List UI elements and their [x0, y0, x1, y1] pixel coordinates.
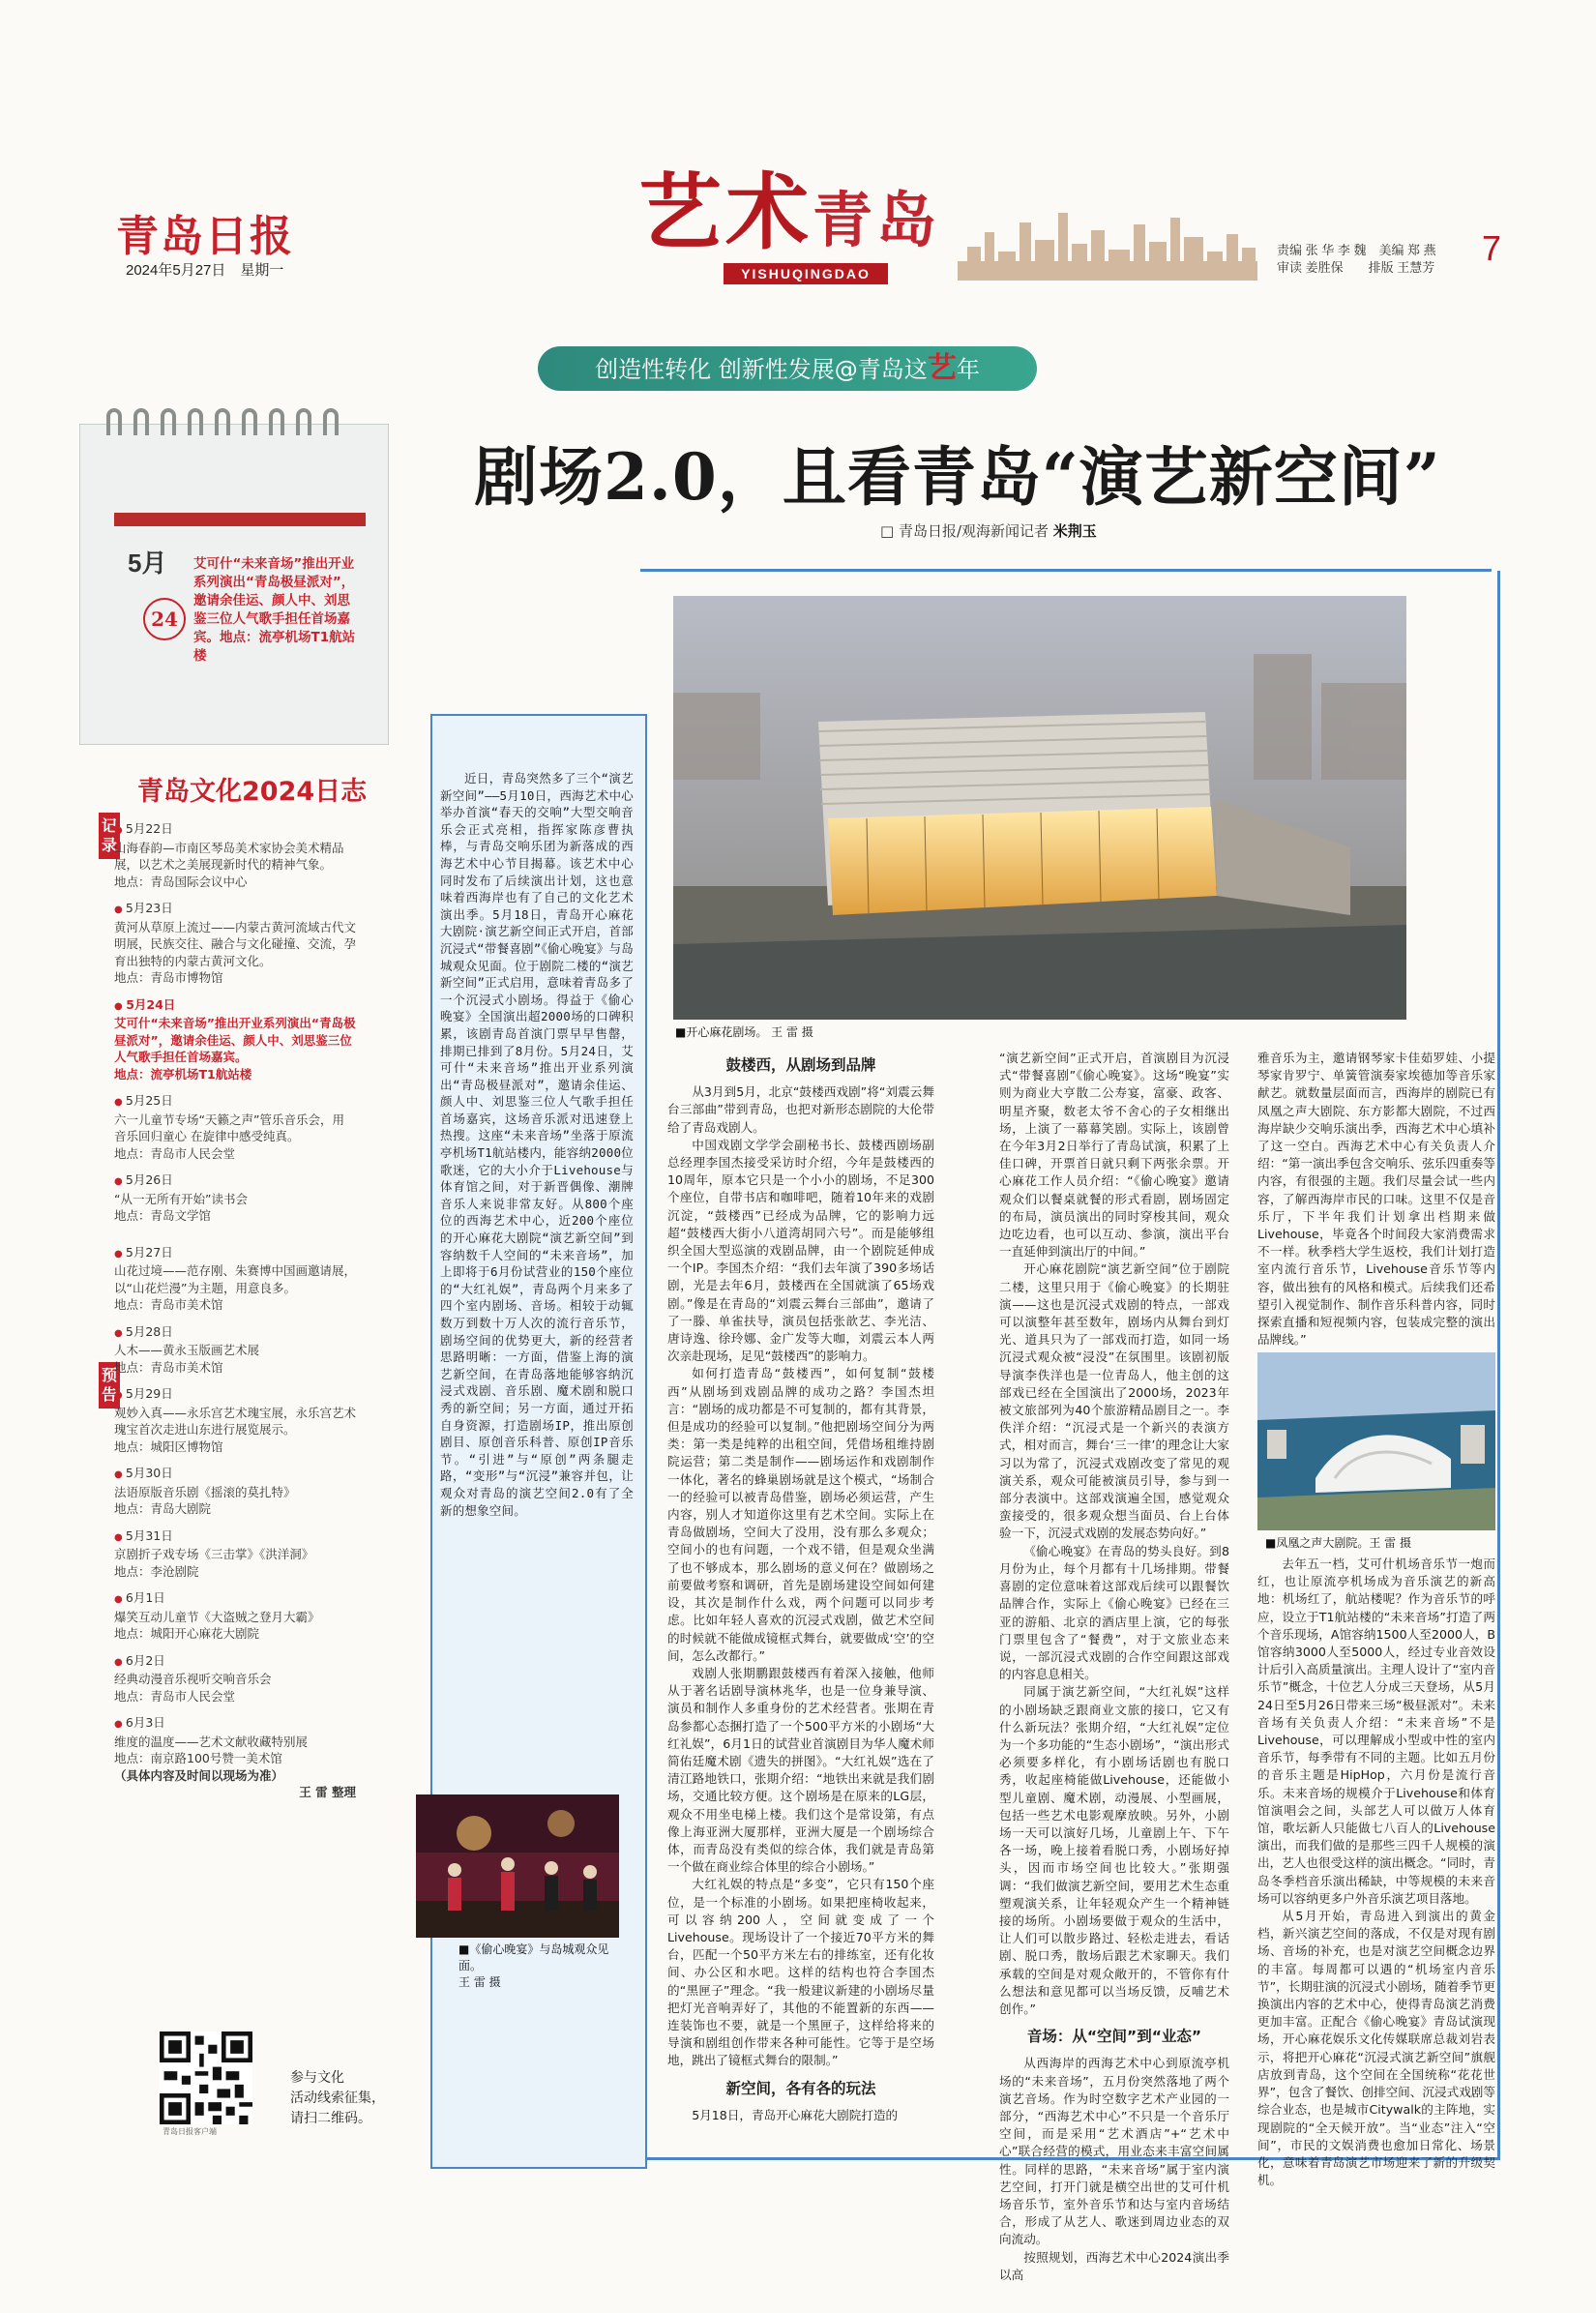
list-item: ● 5月30日 法语原版音乐剧《摇滚的莫扎特》 地点：青岛大剧院	[114, 1465, 356, 1518]
calendar-month: 5月	[128, 549, 167, 578]
main-photo-caption: ■ 开心麻花剧场。 王 雷 摄	[675, 1023, 813, 1040]
series-banner: 创造性转化 创新性发展@青岛这艺年	[538, 346, 1037, 391]
list-item: ● 5月31日 京剧折子戏专场《三击掌》《洪洋洞》 地点：李沧剧院	[114, 1527, 356, 1581]
calendar-rings-icon	[97, 406, 368, 445]
culture-log-title: 青岛文化2024日志	[137, 777, 368, 807]
list-item: ● 6月1日 爆笑互动儿童节《大盗贼之登月大霸》 地点：城阳开心麻花大剧院	[114, 1589, 356, 1643]
qr-prompt: 参与文化 活动线索征集， 请扫二维码。	[290, 2070, 385, 2126]
article-column-3-top: 雅音乐为主，邀请钢琴家卡佳茹罗娃、小提琴家肯罗宁、单簧管演奏家埃德加等音乐家献艺。就数量层面而言，西海岸的剧院已有凤凰之声大剧院、东方影都大剧院，不过西海岸缺少交响乐演出季，西海艺术中心填补了这一空白。西海艺术中心有关负责人介绍：“第一演出季包含交响乐、弦乐四重奏等内容，有很强的主题。我们尽量会试一些内容，了解西海岸市民的口味。这里不仅是音乐厅，下半年我们计划拿出档期来做Livehouse，毕竟各个时间段大家消费需求不一样。秋季档大学生返校，我们计划打造室内流行音乐节，Livehouse音乐节等内容，做出独有的风格和模式。后续我们还希望引入视觉制作、制作音乐科普内容，同时探索直播和短视频内容，包装成完整的演出品牌线。”	[1257, 1051, 1495, 1348]
subheading-gulouxi: 鼓楼西，从剧场到品牌	[725, 1056, 876, 1074]
headline: 剧场2.0，且看青岛“演艺新空间”	[474, 439, 1441, 515]
subheading-new-space: 新空间，各有各的玩法	[725, 2079, 876, 2097]
city-skyline-illustration	[958, 203, 1257, 281]
theater-photo	[673, 596, 1406, 1020]
art-center-photo	[1257, 1352, 1495, 1530]
section-pinyin: YISHUQINGDAO	[724, 263, 888, 284]
newspaper-logo: 青岛日报	[116, 212, 294, 261]
stage-photo	[416, 1794, 619, 1938]
list-item: ● 5月22日 山海春韵—市南区琴岛美术家协会美术精品展，以艺术之美展现新时代的精神气象。 地点：青岛国际会议中心	[114, 820, 356, 890]
calendar-event-text: 艾可什“未来音场”推出开业系列演出“青岛极昼派对”，邀请余佳运、颜人中、刘思鉴三位人气歌手担任首场嘉宾。地点：流亭机场T1航站楼	[193, 556, 356, 664]
stage-photo-caption: ■ 《偷心晚宴》与岛城观众见面。 王 雷 摄	[458, 1941, 623, 1990]
issue-date: 2024年5月27日 星期一	[126, 262, 284, 279]
byline: □ 青岛日报/观海新闻记者 米荆玉	[880, 522, 1097, 540]
list-item: ● 5月28日 人木——黄永玉版画艺术展 地点：青岛市美术馆	[114, 1323, 356, 1377]
record-tag: 记录	[99, 813, 120, 859]
list-item: ● 5月26日 “从一无所有开始”读书会 地点：青岛文学馆	[114, 1171, 356, 1225]
section-title: 艺术青岛	[638, 163, 941, 261]
preview-tag: 预告	[99, 1362, 120, 1409]
calendar-day-circle: 24	[143, 598, 186, 640]
list-item: ● 6月2日 经典动漫音乐视听交响音乐会 地点：青岛市人民会堂	[114, 1652, 356, 1705]
qr-caption: 青岛日报客户端	[163, 2127, 217, 2136]
art-photo-caption: ■ 凤凰之声大剧院。王 雷 摄	[1265, 1534, 1411, 1551]
list-item: ● 5月29日 观妙入真——永乐宫艺术瑰宝展，永乐宫艺术瑰宝首次走进山东进行展览展示。 地点：城阳区博物馆	[114, 1385, 356, 1455]
list-item-highlight: ● 5月24日 艾可什“未来音场”推出开业系列演出“青岛极昼派对”，邀请余佳运、颜人中、刘思鉴三位人气歌手担任首场嘉宾。 地点：流亭机场T1航站楼	[114, 996, 356, 1083]
culture-log-list	[114, 820, 356, 1811]
article-column-1: 鼓楼西，从剧场到品牌 从3月到5月，北京“鼓楼西戏剧”将“刘震云舞台三部曲”带到青岛，也把对新形态剧院的大伦带给了青岛戏剧人。 中国戏剧文学学会副秘书长、鼓楼西剧场副总经理李国杰接受采访时介绍，今年是鼓楼西的10周年，原本它只是一个小小的剧场，不足300个座位，自带书店和咖啡吧，随着10年来的戏剧沉淀，“鼓楼西”已经成为品牌，它的影响力远超“鼓楼西大街小八道湾胡同六号”。而是能够组织全国大型巡演的戏剧品牌，由一个剧院延伸成一个IP。李国杰介绍：“我们去年演了390多场话剧，光是去年6月，鼓楼西在全国就演了65场戏剧。”像是在青岛的“刘震云舞台三部曲”，邀请了了一滕、单雀扶导，演员包括张歆艺、李光洁、唐诗逸、徐玲娜、金广发等大咖，刘震云本人两次亲赴现场，足见“鼓楼西”的影响力。 如何打造青岛“鼓楼西”，如何复制“鼓楼西”从剧场到戏剧品牌的成功之路？李国杰坦言：“剧场的成功都是不可复制的，都有其背景，但是成功的经验可以复制。”他把剧场空间分为两类：第一类是纯粹的出租空间，凭借场租维持剧院运营；第二类是制作——剧场运作和戏剧制作一体化，著名的蜂巢剧场就是这个模式，“场制合一的经验可以被青岛借鉴，剧场必须运营，产生内容，别人才知道你这里有艺术空间。实际上在青岛做剧场，空间大了没用，没有那么多观众；空间小的也有问题，一个戏不错，但是观众坐满了也不够成本，那么剧场的意义何在？做剧场之前要做考察和调研，首先是剧场建设空间如何建设，其次是制作什么戏，两个问题可以同步考虑。比如年轻人喜欢的沉浸式戏剧，做艺术空间的时候就不能做成镜框式舞台，就要做成‘空’的空间，怎么改都行。” 戏剧人张期鹏跟鼓楼西有着深入接触，他师从于著名话剧导演林兆华，也是一位身兼导演、演员和制作人多重身份的艺术经营者。张期在青岛参都心态捆打造了一个500平方米的小剧场“大红礼娱”，6月1日的试营业首演剧目为华人魔术师简佑廷魔术剧《遗失的拼图》。“大红礼娱”选在了清江路地铁口，张期介绍：“地铁出来就是我们剧场，交通比较方便。这个剧场是在原来的LG层，观众不用坐电梯上楼。我们这个是常设第，有点像上海亚洲大厦那样，亚洲大厦是一个剧场综合体，而青岛没有类似的综合体，我们就是青岛第一个做在商业综合体里的综合小剧场。” 大红礼娱的特点是“多变”，它只有150个座位，是一个标准的小剧场。如果把座椅收起来，可以容纳200人，空间就变成了一个Livehouse。现场设计了一个接近70平方米的舞台，匹配一个50平方米左右的排练室，还有化妆间、办公区和水吧。这样的结构也符合李国杰的“黑匣子”理念。“我一般建议新建的小剧场尽量把灯光音响弄好了，其他的不能置新的东西——连装饰也不要，就是一个黑匣子，这样给将来的导演和剧组创作带来各种可能性。它等于是空场地，跳出了镜框式舞台的限制。” 新空间，各有各的玩法 5月18日，青岛开心麻花大剧院打造的	[667, 1056, 934, 2122]
list-item: ● 5月27日 山花过境——范存刚、朱赛博中国画邀请展，以“山花烂漫”为主题，用意良多。 地点：青岛市美术馆	[114, 1244, 356, 1314]
editor-credits: 责编 张 华 李 魏 美编 郑 燕 审读 姜胜保 排版 王慧芳	[1277, 243, 1436, 275]
sidebar-text: 近日，青岛突然多了三个“演艺新空间”——5月10日，西海艺术中心举办首演“春天的交响”大型交响音乐会正式亮相，指挥家陈彦曹执棒，与青岛交响乐团为新落成的西海艺术中心节目揭幕。该艺术中心同时发布了后续演出计划，这也意味着西海岸也有了自己的文化艺术演出季。5月18日，青岛开心麻花大剧院·演艺新空间正式开启，首部沉浸式“带餐喜剧”《偷心晚宴》与岛城观众见面。位于剧院二楼的“演艺新空间”正式启用，意味着青岛多了一个沉浸式小剧场。得益于《偷心晚宴》全国演出超2000场的口碑积累，该剧青岛首演门票早早售罄，排期已排到了8月份。5月24日，艾可什“未来音场”推出开业系列演出“青岛极昼派对”，邀请余佳运、颜人中、刘思鉴三位人气歌手担任首场嘉宾，这场音乐派对迅速登上热搜。这座“未来音场”坐落于原流亭机场T1航站楼内，能容纳2000位歌迷，它的大小介于Livehouse与体育馆之间，对于新晋偶像、潮牌音乐人来说非常友好。从800个座位的西海艺术中心，近200个座位的开心麻花大剧院“演艺新空间”到容纳数千人空间的“未来音场”，加上即将于6月份试营业的150个座位的“大红礼娱”，青岛两个月来多了四个室内剧场、音场。相较于动辄数万到数十万人次的流行音乐节，剧场空间的优势更大，新的经营者思路明晰：一方面，借鉴上海的演艺新空间，在青岛落地能够容纳沉浸式戏剧、音乐剧、魔术剧和脱口秀的新空间；另一方面，通过开拓自身资源，打造剧场IP，推出原创剧目、原创音乐科普、原创IP音乐节。“引进”与“原创”两条腿走路，“变形”与“沉浸”兼容并包，让观众对青岛的演艺空间2.0有了全新的想象空间。	[440, 771, 634, 1518]
article-frame-top	[640, 569, 1492, 578]
article-column-3-bottom: 去年五一档，艾可什机场音乐节一炮而红，也让原流亭机场成为音乐演艺的新高地：机场红了，航站楼呢？作为音乐节的呼应，设立于T1航站楼的“未来音场”打造了两个音乐现场，A馆容纳1500人至2000人，B馆容纳3000人至5000人，经过专业音效设计后引入高质量演出。主理人设计了“室内音乐节”概念，十位艺人分成三天登场，从5月24日至5月26日带来三场“极昼派对”。未来音场有关负责人介绍：“未来音场”不是Livehouse，可以理解成小型或中性的室内音乐节，每季带有不同的主题。比如五月份的音乐主题是HipHop，六月份是流行音乐。未来音场的规模介于Livehouse和体育馆演唱会之间，头部艺人可以做万人体育馆，歌坛新人只能做七八百人的Livehouse演出，而我们做的是那些三四千人规模的演出，艺人也很受这样的演出概念。“同时，青岛冬季档音乐演出稀缺，中等规模的未来音场可以容纳更多户外音乐演艺项目落地。 从5月开始，青岛进入到演出的黄金档，新兴演艺空间的落成，不仅是对现有剧场、音场的补充，也是对演艺空间概念边界的丰富。每周都可以遇的“机场室内音乐节”，长期驻演的沉浸式小剧场，随着季节更换演出内容的艺术中心，使得青岛演艺消费更加丰富。正配合《偷心晚宴》青岛试演现场，开心麻花娱乐文化传媒联席总裁刘岩表示，将把开心麻花“沉浸式演艺新空间”旗舰店放到青岛，这个空间在全国统称“花花世界”，包含了餐饮、创排空间、沉浸式戏剧等综合业态，也是城市Citywalk的主阵地，实现剧院的“全天候开放”。当“业态”注入“空间”，市民的文娱消费也愈加日常化、场景化，意味着青岛演艺市场迎来了新的升级契机。	[1257, 1557, 1495, 2188]
article-column-2: “演艺新空间”正式开启，首演剧目为沉浸式“带餐喜剧”《偷心晚宴》。这场“晚宴”实则为商业大亨散二公寿宴，富豪、政客、明星齐聚，数老太爷不舍心的子女相继出场，上演了一幕幕笑剧。实际上，该剧曾在今年3月2日举行了青岛试演，积累了上佳口碑，开票首日就只剩下两张余票。开心麻花工作人员介绍：“《偷心晚宴》邀请观众们以餐桌就餐的形式看剧，剧场固定的布局，演员演出的同时穿梭其间，观众边吃边看，也可以互动、参演，演出平台一直延伸到演出厅的中间。” 开心麻花剧院“演艺新空间”位于剧院二楼，这里只用于《偷心晚宴》的长期驻演——这也是沉浸式戏剧的特点，一部戏可以演整年甚至数年，剧场内从舞台到灯光、道具只为了一部戏而打造，如同一场沉浸式观众被“浸没”在氛围里。该剧初版导演李佚洋也是一位青岛人，他主创的这部戏已经在全国演出了2000场，2023年被文旅部列为40个旅游精品剧目之一。李佚洋介绍：“沉浸式是一个新兴的表演方式，相对而言，舞台‘三一律’的理念让大家习以为常了，沉浸式戏剧改变了常见的观演关系，观众可能被演员引导，参与到一部分表演中。这部戏演遍全国，感觉观众蛮接受的，很多观众想当面员、台上台体验一下，沉浸式戏剧的发展态势向好。” 《偷心晚宴》在青岛的势头良好。到8月份为止，每个月都有十几场排期。带餐喜剧的定位意味着这部戏后续可以跟餐饮品牌合作，实际上《偷心晚宴》已经在三亚的游船、北京的酒店里上演，它的每张门票里包含了“餐费”，对于文旅业态来说，一部沉浸式戏剧的合作空间跟这部戏的内容息息相关。 同属于演艺新空间，“大红礼娱”这样的小剧场缺乏跟商业文旅的接口，它又有什么新玩法？张期介绍，“大红礼娱”定位为一个多功能的“生态小剧场”，“演出形式必须要多样化，有小剧场话剧也有脱口秀，收起座椅能做Livehouse，还能做小型儿童剧、魔术剧，动漫展、小型画展，包括一些艺术电影观摩放映。另外，小剧场一天可以演好几场，儿童剧上午、下午各一场，晚上接着看脱口秀，小剧场好掉头，因而市场空间也比较大。”张期强调：“我们做演艺新空间，要用艺术生态重塑观演关系，让年轻观众产生一个精神链接的场所。小剧场要做于观众的生活中，让人们可以散步路过、轻松走进去，看话剧、脱口秀，散场后跟艺术家聊天。我们承载的空间是对观众敞开的，不管你有什么想法和意见都可以当场反馈，反哺艺术创作。” 音场：从“空间”到“业态” 从西海岸的西海艺术中心到原流亭机场的“未来音场”，五月份突然落地了两个演艺音场。作为时空数字艺术产业园的一部分，“西海艺术中心”不只是一个音乐厅空间，而是采用“艺术酒店”+“艺术中心”联合经营的模式，用业态来丰富空间属性。同样的思路，“未来音场”属于室内演艺空间，打开门就是横空出世的艾可什机场音乐节，室外音乐节和达与室内音场结合，形成了从艺人、歌迷到周边业态的双向流动。 按照规划，西海艺术中心2024演出季以高	[999, 1051, 1229, 2282]
qr-code-icon[interactable]	[160, 2031, 252, 2124]
subheading-music-venue: 音场：从“空间”到“业态”	[1026, 2028, 1202, 2046]
list-item: ● 5月23日 黄河从草原上流过——内蒙古黄河流域古代文明展，民族交往、融合与文化碰撞、交流，孕育出独特的内蒙古黄河文化。 地点：青岛市博物馆	[114, 900, 356, 987]
list-item: ● 5月25日 六一儿童节专场“天籁之声”管乐音乐会，用音乐回归童心 在旋律中感受纯真。 地点：青岛市人民会堂	[114, 1092, 356, 1162]
list-item: ● 6月3日 维度的温度——艺术文献收藏特别展 地点：南京路100号赞一美术馆 （具体内容及时间以现场为准） 王 雷 整理	[114, 1714, 356, 1801]
calendar-weekday-bar	[114, 513, 366, 526]
page-number: 7	[1482, 228, 1502, 268]
